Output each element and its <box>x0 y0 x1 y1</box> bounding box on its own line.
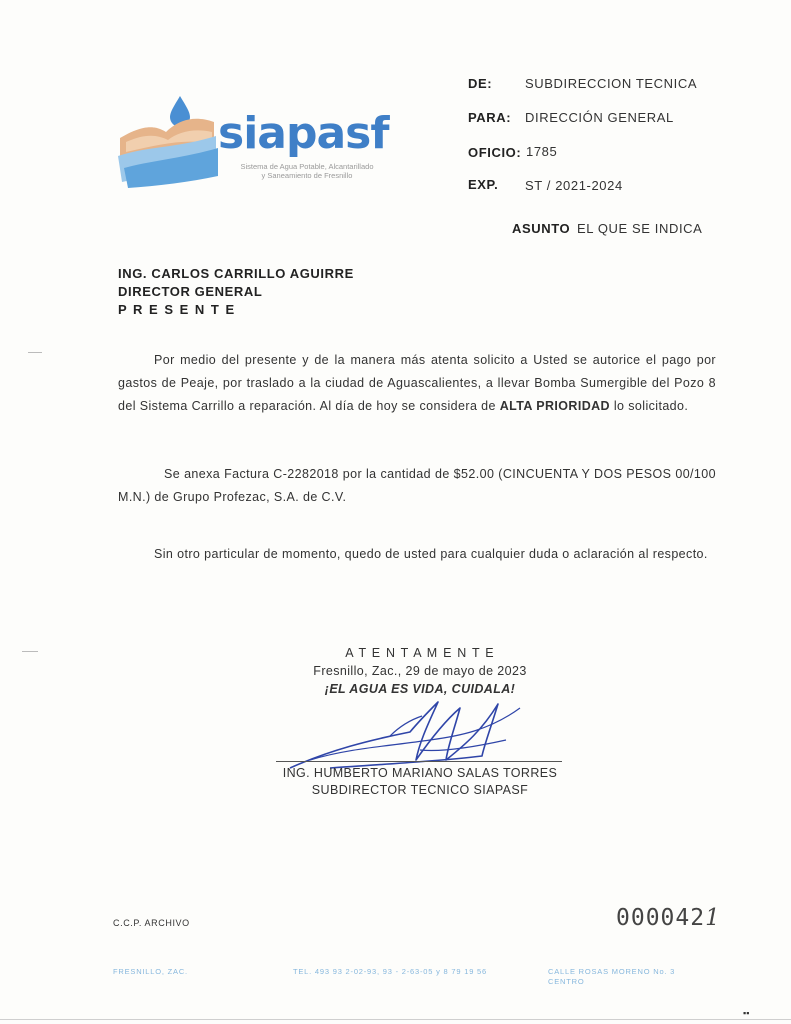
folio-number <box>616 905 721 931</box>
logo-subtitle-line2: y Saneamiento de Fresnillo <box>261 171 353 180</box>
oficio-value: 1785 <box>526 144 558 159</box>
closing-place-date: Fresnillo, Zac., 29 de mayo de 2023 <box>313 664 527 678</box>
recipient-title: DIRECTOR GENERAL <box>118 284 263 299</box>
oficio-label: OFICIO: <box>468 145 522 160</box>
de-value: SUBDIRECCION TECNICA <box>525 76 698 91</box>
para-label: PARA: <box>468 110 512 125</box>
asunto-value: EL QUE SE INDICA <box>577 221 703 236</box>
body-paragraph-3 <box>118 543 716 566</box>
exp-value: ST / 2021-2024 <box>525 178 623 193</box>
signer-name: ING. HUMBERTO MARIANO SALAS TORRES <box>282 766 558 780</box>
closing-motto: ¡EL AGUA ES VIDA, CUIDALA! <box>324 682 516 696</box>
de-label: DE: <box>468 76 493 91</box>
logo-wordmark: siapasf <box>218 108 389 159</box>
corner-mark: ▪▪ <box>743 1008 750 1018</box>
p1-bold: ALTA PRIORIDAD <box>499 399 610 413</box>
body-paragraph-2 <box>118 463 716 509</box>
ccp-archivo: C.C.P. ARCHIVO <box>113 918 190 928</box>
exp-label: EXP. <box>468 177 499 192</box>
recipient-presente: P R E S E N T E <box>118 302 236 317</box>
p3-text: Sin otro particular de momento, quedo de usted para cualquier duda o aclaración al respecto. <box>154 547 708 561</box>
logo-subtitle-line1: Sistema de Agua Potable, Alcantarillado <box>240 162 374 171</box>
footer-phone: TEL. 493 93 2-02-93, 93 - 2-63-05 y 8 79 19 56 <box>293 967 487 976</box>
footer-address-line1: CALLE ROSAS MORENO No. 3 <box>548 967 676 976</box>
p1-tail: lo solicitado. <box>609 399 689 413</box>
para-value: DIRECCIÓN GENERAL <box>525 110 674 125</box>
folio-digits: 000042 <box>616 905 706 931</box>
signer-title: SUBDIRECTOR TECNICO SIAPASF <box>311 783 529 797</box>
margin-mark <box>22 651 38 652</box>
footer-city: FRESNILLO, ZAC. <box>113 967 188 976</box>
p2-text: Se anexa Factura C-2282018 por la cantidad de $52.00 (CINCUENTA Y DOS PESOS 00/100 M.N.) de Grupo Profezac, S.A. de C.V. <box>118 467 716 504</box>
margin-mark <box>28 352 42 353</box>
signature-line <box>276 761 562 762</box>
body-paragraph-1 <box>118 349 716 418</box>
p1-text: Por medio del presente y de la manera más atenta solicito a Usted se autorice el pago por gastos de Peaje, por traslado a la ciudad de Aguascalientes, a llevar Bomba Sumergible del Pozo 8 del Sistema Carrillo a reparación. Al día de hoy se considera de <box>118 353 716 413</box>
footer-address <box>548 967 675 987</box>
recipient-name: ING. CARLOS CARRILLO AGUIRRE <box>118 266 354 281</box>
folio-handwritten-suffix: 1 <box>705 905 721 931</box>
page-bottom-edge <box>0 1019 791 1020</box>
logo-subtitle <box>222 162 392 180</box>
asunto-label: ASUNTO <box>512 221 571 236</box>
footer-address-line2: CENTRO <box>548 977 585 986</box>
closing-atentamente: A T E N T A M E N T E <box>345 646 495 660</box>
